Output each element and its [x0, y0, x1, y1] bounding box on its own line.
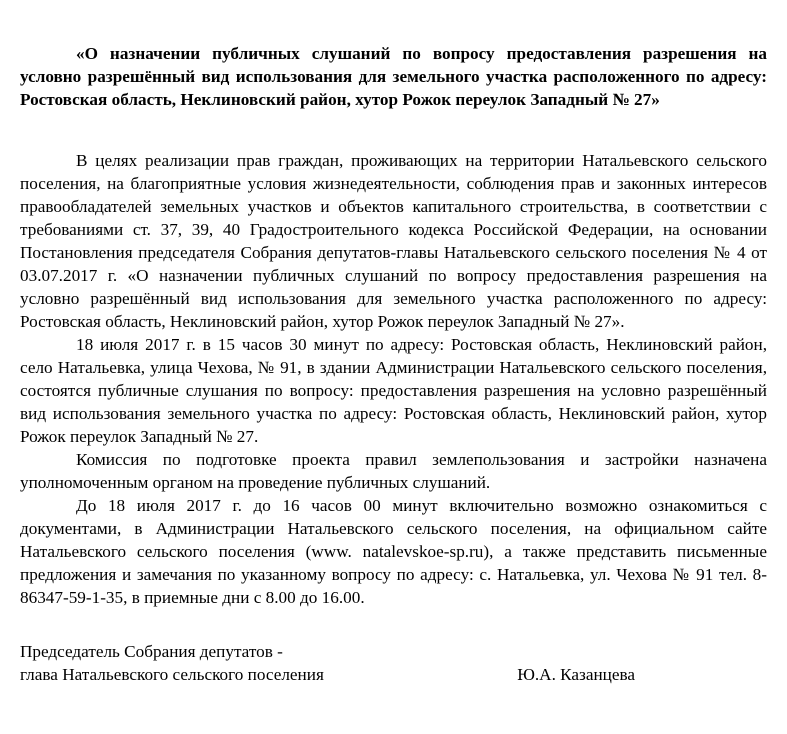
signature-row [20, 663, 640, 686]
signature-position-line1: Председатель Собрания депутатов - [20, 642, 283, 661]
document-page [20, 42, 767, 609]
document-title: «О назначении публичных слушаний по вопросу предоставления разрешения на условно разрешённый вид использования для земельного участка расположенного по адресу: Ростовская область, Неклиновский район, хутор Рожок переулок Западный № 27» [20, 44, 767, 109]
signatory-name: Ю.А. Казанцева [517, 665, 635, 684]
signature-block [20, 640, 640, 686]
paragraph-commission: Комиссия по подготовке проекта правил землепользования и застройки назначена уполномоченным органом на проведение публичных слушаний. [20, 450, 767, 492]
document-body [20, 149, 767, 609]
signature-position-line2: глава Натальевского сельского поселения [20, 665, 324, 684]
paragraph-submissions: До 18 июля 2017 г. до 16 часов 00 минут включительно возможно ознакомиться с документами, в Администрации Натальевского сельского поселения, на официальном сайте Натальевского сельского поселения (www. natalevskoe-sp.ru), а также представить письменные предложения и замечания по указанному вопросу по адресу: с. Натальевка, ул. Чехова № 91 тел. 8-86347-59-1-35, в приемные дни с 8.00 до 16.00. [20, 496, 767, 607]
paragraph-purpose: В целях реализации прав граждан, проживающих на территории Натальевского сельского поселения, на благоприятные условия жизнедеятельности, соблюдения прав и законных интересов правообладателей земельных участков и объектов капитального строительства, в соответствии с требованиями ст. 37, 39, 40 Градостроительного кодекса Российской Федерации, на основании Постановления председателя Собрания депутатов-главы Натальевского сельского поселения № 4 от 03.07.2017 г. «О назначении публичных слушаний по вопросу предоставления разрешения на условно разрешённый вид использования для земельного участка расположенного по адресу: Ростовская область, Неклиновский район, хутор Рожок переулок Западный № 27». [20, 151, 767, 331]
paragraph-hearing-date: 18 июля 2017 г. в 15 часов 30 минут по адресу: Ростовская область, Неклиновский район, село Натальевка, улица Чехова, № 91, в здании Администрации Натальевского сельского поселения, состоятся публичные слушания по вопросу: предоставления разрешения на условно разрешённый вид использования земельного участка по адресу: Ростовская область, Неклиновский район, хутор Рожок переулок Западный № 27. [20, 335, 767, 446]
